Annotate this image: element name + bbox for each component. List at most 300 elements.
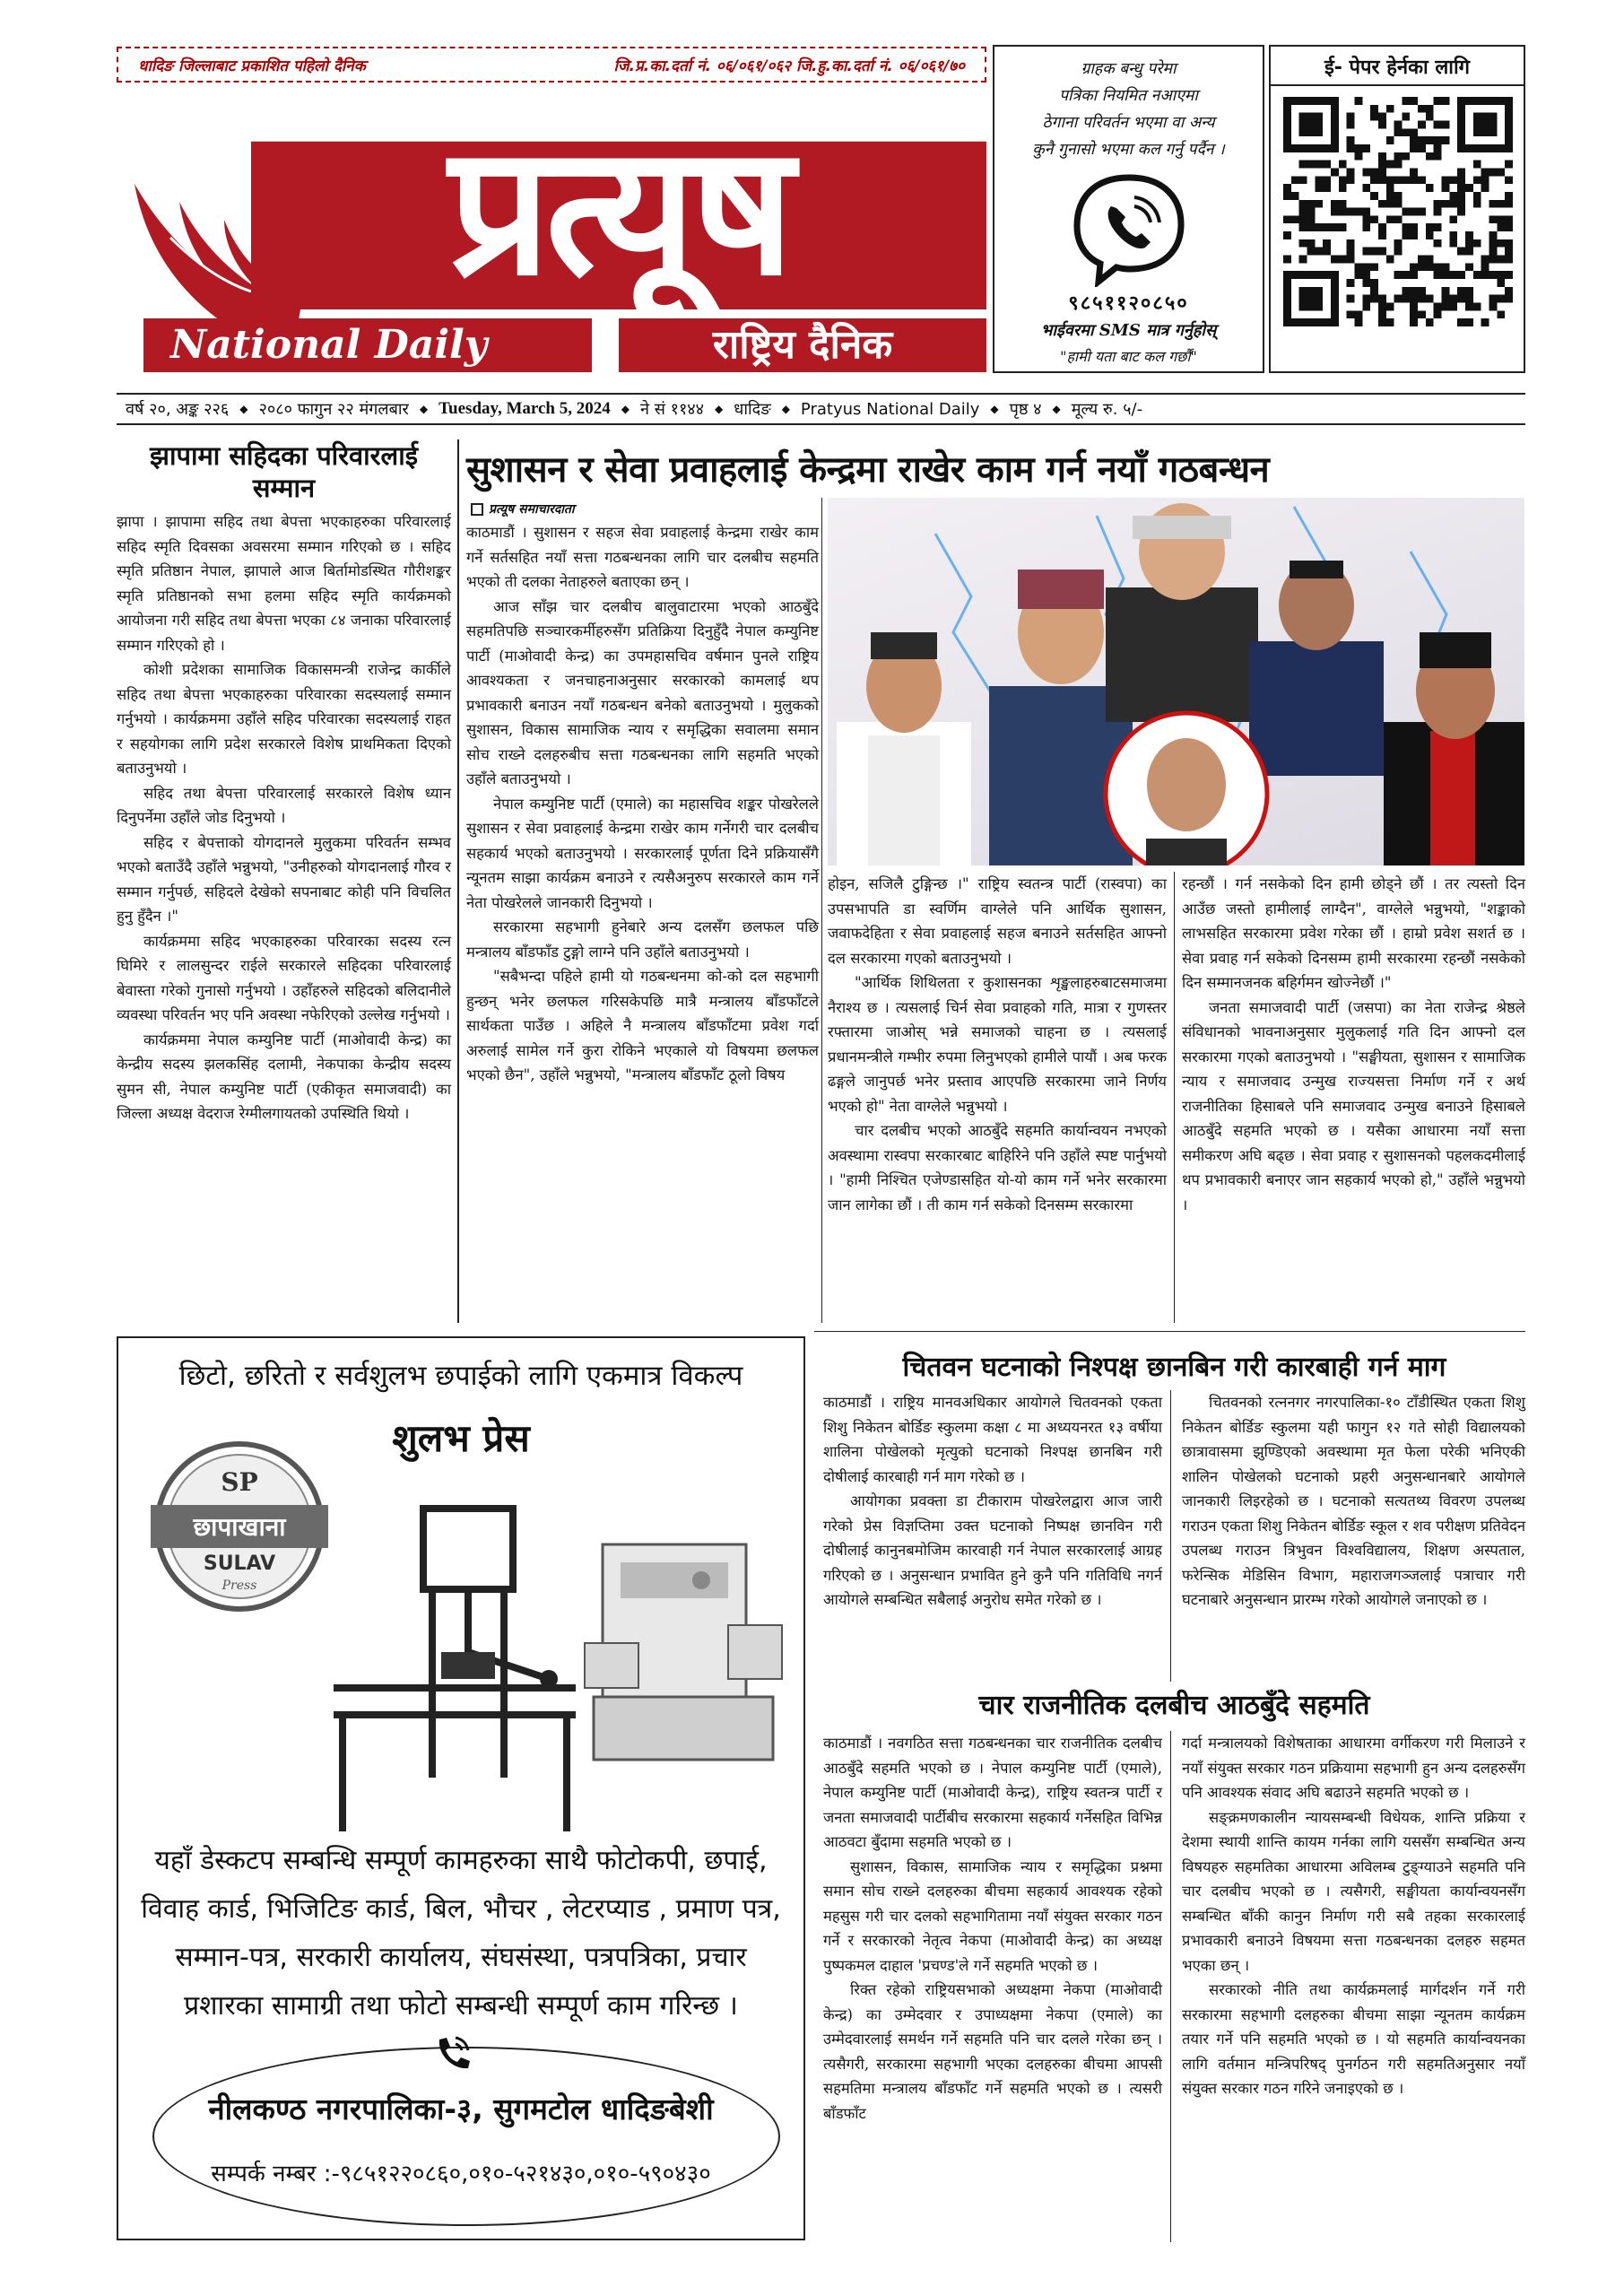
qr-module <box>1402 152 1410 161</box>
qr-module <box>1370 168 1378 176</box>
qr-module <box>1457 184 1465 192</box>
qr-module <box>1347 168 1355 176</box>
paragraph: गर्दा मन्त्रालयको विशेषताका आधारमा वर्गीकरण गरी मिलाउने र नयाँ संयुक्त सरकार गठन प्रक्रियामा सहभागी हुन अन्य दलहरुसँग पनि आवश्यक संवाद अघि बढाउने सहमति भएको छ । <box>1182 1735 1525 1801</box>
qr-module <box>1410 208 1418 216</box>
qr-module <box>1497 215 1505 223</box>
qr-module <box>1386 256 1394 264</box>
qr-module <box>1299 239 1307 248</box>
qr-module <box>1457 248 1465 256</box>
notice-sms-instruction: भाईवरमा SMS मात्र गर्नुहोस् <box>1040 321 1217 340</box>
qr-module <box>1410 310 1418 318</box>
qr-module <box>1434 239 1442 248</box>
qr-module <box>1370 176 1378 184</box>
qr-module <box>1457 271 1465 279</box>
qr-module <box>1489 303 1498 311</box>
subscriber-notice <box>993 45 1264 373</box>
qr-module <box>1307 215 1315 223</box>
left-story-body <box>117 509 451 1126</box>
qr-module <box>1386 303 1394 311</box>
qr-module <box>1307 239 1315 248</box>
notice-line: ग्राहक बन्धु परेमा <box>1081 60 1177 78</box>
paragraph: सुशासन, विकास, सामाजिक न्याय र समृद्धिका प्रश्नमा समान सोच राख्ने दलहरुका बीचमा सहकार्य आवश्यक रहेको महसुस गरी चार दलको सहभागितामा नयाँ संयुक्त सरकार गठन गर्ने र सरकारको नेतृत्व नेकपा (माओवादी केन्द्र) का अध्यक्ष पुष्पकमल दाहाल 'प्रचण्ड'ले गर्ने सहमति भएको छ । <box>823 1857 1162 1974</box>
qr-module <box>1299 200 1307 208</box>
qr-module <box>1347 256 1355 264</box>
paragraph: सहिद तथा बेपत्ता परिवारलाई सरकारले विशेष ध्यान दिनुपर्नेमा उहाँले जोड दिनुभयो । <box>117 784 451 826</box>
qr-module <box>1442 271 1450 279</box>
qr-module <box>1449 303 1457 311</box>
qr-module <box>1362 215 1370 223</box>
qr-module <box>1354 271 1362 279</box>
qr-module <box>1402 176 1410 184</box>
qr-module <box>1291 176 1299 184</box>
qr-module <box>1489 295 1498 303</box>
qr-module <box>1378 152 1386 161</box>
qr-module <box>1323 248 1331 256</box>
qr-module <box>1505 248 1513 256</box>
qr-module <box>1473 161 1481 169</box>
qr-module <box>1418 310 1426 318</box>
qr-module <box>1339 200 1347 208</box>
qr-module <box>1386 215 1394 223</box>
qr-module <box>1362 279 1370 287</box>
qr-module <box>1354 310 1362 318</box>
qr-module <box>1394 271 1403 279</box>
qr-module <box>1362 168 1370 176</box>
qr-module <box>1426 231 1434 239</box>
qr-module <box>1497 200 1505 208</box>
qr-module <box>1434 271 1442 279</box>
qr-module <box>1354 97 1362 105</box>
qr-module <box>1370 248 1378 256</box>
notice-line: ठेगाना परिवर्तन भएमा वा अन्य <box>1042 114 1215 132</box>
qr-module <box>1362 295 1370 303</box>
qr-module <box>1489 271 1498 279</box>
qr-module <box>1442 120 1450 128</box>
qr-module <box>1449 215 1457 223</box>
qr-module <box>1457 295 1465 303</box>
qr-module <box>1402 113 1410 121</box>
qr-module <box>1283 231 1291 239</box>
qr-module <box>1386 318 1394 326</box>
main-headline: सुशासन र सेवा प्रवाहलाई केन्द्रमा राखेर काम गर्न नयाँ गठबन्धन <box>466 448 1270 491</box>
qr-module <box>1449 231 1457 239</box>
qr-module <box>1394 176 1403 184</box>
qr-module <box>1434 208 1442 216</box>
qr-module <box>1418 144 1426 152</box>
ad-address-oval <box>152 2047 780 2226</box>
qr-module <box>1315 161 1323 169</box>
ad-description: यहाँ डेस्कटप सम्बन्धि सम्पूर्ण कामहरुका साथै फोटोकपी, छपाई, विवाह कार्ड, भिजिटिङ कार्ड, बिल, भौचर , लेटरप्याड , प्रमाण पत्र, सम्मान-पत्र, सरकारी कार्यालय, संघसंस्था, पत्रपत्रिका, प्रचार प्रशारका सामाग्री तथा फोटो सम्बन्धी सम्पूर्ण काम गरिन्छ । <box>141 1845 781 2022</box>
qr-module <box>1457 318 1465 326</box>
qr-module <box>1434 144 1442 152</box>
logo-nepali: राष्ट्रिय दैनिक <box>619 318 986 372</box>
qr-module <box>1410 287 1418 295</box>
qr-module <box>1394 248 1403 256</box>
qr-module <box>1347 144 1355 152</box>
qr-module <box>1347 248 1355 256</box>
qr-module <box>1497 279 1505 287</box>
qr-module <box>1378 248 1386 256</box>
qr-module <box>1323 176 1331 184</box>
qr-module <box>1505 200 1513 208</box>
qr-module <box>1465 303 1473 311</box>
qr-module <box>1481 271 1489 279</box>
story2-title: चितवन घटनाको निश्पक्ष छानबिन गरी कारबाही गर्न माग <box>902 1352 1446 1383</box>
press-advertisement <box>117 1336 805 2240</box>
qr-module <box>1434 136 1442 144</box>
notice-line: कुनै गुनासो भएमा कल गर्नु पर्दैन । <box>1032 141 1225 159</box>
qr-module <box>1339 256 1347 264</box>
qr-module <box>1449 271 1457 279</box>
qr-module <box>1362 248 1370 256</box>
qr-module <box>1402 271 1410 279</box>
column-rule <box>457 439 459 1323</box>
qr-module <box>1378 318 1386 326</box>
qr-module <box>1394 120 1403 128</box>
ad-business-name: शुलभ प्रेस <box>392 1416 530 1460</box>
qr-module <box>1299 176 1307 184</box>
qr-module <box>1473 113 1497 136</box>
qr-module <box>1434 223 1442 231</box>
qr-module <box>1418 120 1426 128</box>
qr-module <box>1402 231 1410 239</box>
qr-module <box>1505 295 1513 303</box>
notice-line: पत्रिका नियमित नआएमा <box>1059 87 1198 105</box>
qr-module <box>1378 310 1386 318</box>
qr-module <box>1386 105 1394 113</box>
qr-module <box>1370 287 1378 295</box>
section-rule <box>814 1331 1525 1332</box>
qr-module <box>1505 271 1513 279</box>
qr-module <box>1354 208 1362 216</box>
qr-module <box>1418 136 1426 144</box>
qr-module <box>1442 184 1450 192</box>
qr-module <box>1442 97 1450 105</box>
qr-module <box>1426 295 1434 303</box>
qr-module <box>1481 263 1489 271</box>
qr-module <box>1394 295 1403 303</box>
qr-module <box>1370 113 1378 121</box>
qr-module <box>1378 303 1386 311</box>
qr-module <box>1497 256 1505 264</box>
column-rule <box>1170 1390 1171 1682</box>
qr-module <box>1426 318 1434 326</box>
qr-module <box>1354 263 1362 271</box>
qr-module <box>1362 223 1370 231</box>
qr-module <box>1465 184 1473 192</box>
main-story-col3 <box>1182 872 1525 1217</box>
qr-module <box>1505 223 1513 231</box>
qr-module <box>1299 223 1307 231</box>
qr-module <box>1323 223 1331 231</box>
qr-module <box>1402 287 1410 295</box>
paragraph: काठमाडौं । नवगठित सत्ता गठबन्धनका चार राजनीतिक दलबीच आठबुँदे सहमति भएको छ । नेपाल कम्युनिष्ट पार्टी (एमाले), नेपाल कम्युनिष्ट पार्टी (माओवादी केन्द्र), राष्ट्रिय स्वतन्त्र पार्टी र जनता समाजवादी पार्टीबीच सरकारमा सहकार्य गर्नेसहित विभिन्न आठवटा बुँदामा सहमति भएको छ । <box>823 1735 1162 1850</box>
qr-module <box>1426 113 1434 121</box>
qr-module <box>1339 223 1347 231</box>
qr-module <box>1489 215 1498 223</box>
qr-module <box>1434 263 1442 271</box>
qr-module <box>1426 263 1434 271</box>
qr-module <box>1457 176 1465 184</box>
qr-module <box>1291 215 1299 223</box>
qr-module <box>1505 176 1513 184</box>
qr-module <box>1426 184 1434 192</box>
qr-module <box>1442 263 1450 271</box>
qr-module <box>1362 263 1370 271</box>
qr-module <box>1434 97 1442 105</box>
qr-module <box>1299 256 1307 264</box>
qr-module <box>1465 239 1473 248</box>
paragraph: होइन, सजिलै टुङ्गिन्छ ।" राष्ट्रिय स्वतन्त्र पार्टी (रास्वपा) का उपसभापति डा स्वर्णिम वाग्लेले पनि आर्थिक सुशासन, जवाफदेहिता र सेवा प्रवाहलाई सहज बनाउने सर्तसहित आफ्नो दल सरकारमा गएको बताउनुभयो । <box>828 875 1167 967</box>
story2-col2 <box>1182 1390 1525 1613</box>
qr-module <box>1362 271 1370 279</box>
qr-module <box>1378 231 1386 239</box>
qr-module <box>1465 318 1473 326</box>
qr-module <box>1489 231 1498 239</box>
left-story <box>117 439 451 1126</box>
column-rule <box>1174 872 1175 1323</box>
column-rule <box>1170 1731 1171 2242</box>
qr-module <box>1426 136 1434 144</box>
story2-col1 <box>823 1390 1162 1613</box>
masthead-top-strip <box>117 47 986 83</box>
qr-module <box>1497 223 1505 231</box>
qr-module <box>1465 263 1473 271</box>
qr-module <box>1386 136 1394 144</box>
qr-module <box>1457 200 1465 208</box>
qr-module <box>1481 184 1489 192</box>
qr-module <box>1370 295 1378 303</box>
qr-module <box>1394 128 1403 136</box>
paragraph: आयोगका प्रवक्ता डा टीकाराम पोखरेलद्वारा आज जारी गरेको प्रेस विज्ञप्तिमा उक्त घटनाको निष्पक्ष छानविन गरी दोषीलाई कानुनबमोजिम कारवाही गर्न नेपाल सरकारलाई आग्रह गरिएको छ । अनुसन्धान प्रभावित हुने कुनै पनि गतिविधि नगर्न आयोगले सम्बन्धित सबैलाई अनुरोध समेत गरेको छ । <box>823 1492 1162 1608</box>
qr-module <box>1315 176 1323 184</box>
qr-module <box>1307 161 1315 169</box>
qr-module <box>1331 223 1339 231</box>
qr-module <box>1394 161 1403 169</box>
qr-module <box>1410 128 1418 136</box>
sulav-press-badge <box>145 1437 334 1616</box>
hand-press-machine <box>316 1491 585 1840</box>
qr-module <box>1505 287 1513 295</box>
qr-module <box>1434 303 1442 311</box>
qr-module <box>1442 295 1450 303</box>
qr-module <box>1299 208 1307 216</box>
qr-module <box>1307 223 1315 231</box>
qr-module <box>1426 105 1434 113</box>
qr-module <box>1339 208 1347 216</box>
qr-module <box>1442 176 1450 184</box>
qr-module <box>1418 105 1426 113</box>
dateline-nepali-date: २०८० फागुन २२ मंगलबार <box>258 400 409 419</box>
qr-module <box>1442 200 1450 208</box>
qr-module <box>1449 295 1457 303</box>
byline <box>471 500 574 517</box>
qr-module <box>1410 168 1418 176</box>
qr-module <box>1323 239 1331 248</box>
epaper-label: ई- पेपर हेर्नका लागि <box>1271 50 1524 86</box>
badge-en: SULAV <box>203 1552 276 1575</box>
qr-code[interactable] <box>1283 97 1513 326</box>
badge-sub: Press <box>221 1578 257 1593</box>
qr-module <box>1315 184 1323 192</box>
qr-module <box>1339 176 1347 184</box>
paragraph: आज साँझ चार दलबीच बालुवाटारमा भएको आठबुँदे सहमतिपछि सञ्चारकर्मीहरुसँग प्रतिक्रिया दिनुहुँदै नेपाल कम्युनिष्ट पार्टी (माओवादी केन्द्र) का उपमहासचिव वर्षमान पुनले राष्ट्रिय आवश्यकता र जनचाहनाअनुसार सरकारको कामलाई थप प्रभावकारी बनाउन नयाँ गठबन्धन बनेको बताउनुभयो । मुलुकको सुशासन, विकास सामाजिक न्याय र समृद्धिका सवालमा समान सोच राख्ने दलहरुबीच सत्ता गठबन्धनका लागि सहमति भएको उहाँले बताउनुभयो । <box>466 597 819 787</box>
qr-module <box>1331 168 1339 176</box>
column-rule <box>821 498 822 1323</box>
qr-module <box>1402 223 1410 231</box>
qr-module <box>1331 208 1339 216</box>
qr-module <box>1457 168 1465 176</box>
qr-module <box>1465 295 1473 303</box>
masthead-logo <box>117 94 986 372</box>
paragraph: काठमाडौं । राष्ट्रिय मानवअधिकार आयोगले चितवनको एकता शिशु निकेतन बोर्डिङ स्कुलमा कक्षा ८ मा अध्ययनरत १३ वर्षीया शालिना पोखेलको मृत्युको घटनाको निश्पक्ष छानबिन गरी दोषीलाई कारबाही गर्न माग गरेको छ । <box>823 1394 1162 1485</box>
qr-module <box>1449 192 1457 200</box>
paragraph: सरकारको नीति तथा कार्यक्रमलाई मार्गदर्शन गर्ने गरी सरकारमा सहभागी दलहरुका बीचमा साझा न्यूनतम कार्यक्रम तयार गर्ने पनि सहमति भएको छ । यो सहमति कार्यान्वयनका लागि वर्तमान मन्त्रिपरिषद् पुनर्गठन गरी सहमतिअनुसार नयाँ संयुक्त सरकार गठन गरिने जनाइएको छ । <box>1182 1981 1525 2097</box>
qr-module <box>1426 223 1434 231</box>
qr-module <box>1283 215 1291 223</box>
qr-module <box>1418 208 1426 216</box>
paragraph: सहिद र बेपत्ताको योगदानले मुलुकमा परिवर्तन सम्भव भएको बताउँदै उहाँले भन्नुभयो, "उनीहरुको योगदानलाई गौरव र सम्मान गर्नुपर्छ, सहिदले देखेको सपनाबाट कोही पनि विचलित हुनु हुँदैन ।" <box>117 833 451 925</box>
qr-module <box>1410 295 1418 303</box>
qr-module <box>1347 136 1355 144</box>
qr-module <box>1331 256 1339 264</box>
logo-title: प्रत्यूष <box>448 105 789 316</box>
qr-module <box>1410 144 1418 152</box>
qr-module <box>1378 223 1386 231</box>
dateline-volume: वर्ष २०, अङ्क २२६ <box>126 400 230 419</box>
qr-module <box>1378 120 1386 128</box>
qr-module <box>1315 248 1323 256</box>
qr-module <box>1418 295 1426 303</box>
qr-module <box>1386 184 1394 192</box>
qr-module <box>1481 168 1489 176</box>
qr-module <box>1481 256 1489 264</box>
paragraph: चार दलबीच भएको आठबुँदे सहमति कार्यान्वयन नभएको अवस्थामा रास्वपा सरकारबाट बाहिरिने पनि उहाँले स्पष्ट पार्नुभयो । "हामी निश्चित एजेण्डासहित यो-यो काम गर्ने भनेर सरकारमा जान लागेका छौं । ती काम गर्न सकेको दिनसम्म सरकारमा <box>828 1122 1167 1213</box>
qr-module <box>1505 256 1513 264</box>
qr-module <box>1347 279 1355 287</box>
qr-module <box>1283 184 1291 192</box>
qr-module <box>1473 200 1481 208</box>
qr-module <box>1426 152 1434 161</box>
qr-module <box>1473 303 1481 311</box>
dateline-page: पृष्ठ ४ <box>1009 400 1042 419</box>
qr-module <box>1473 176 1481 184</box>
qr-module <box>1386 200 1394 208</box>
qr-module <box>1489 248 1498 256</box>
qr-module <box>1307 248 1315 256</box>
ad-contact-numbers: सम्पर्क नम्बर :-९८५१२२०८६०,०१०-५२१४३०,०१०-५९०४३० <box>211 2161 711 2187</box>
qr-module <box>1449 200 1457 208</box>
paragraph: कार्यक्रममा नेपाल कम्युनिष्ट पार्टी (माओवादी केन्द्र) का केन्द्रीय सदस्य झलकसिंह दलामी, नेकपाका केन्द्रीय सदस्य सुमन सी, नेपाल कम्युनिष्ट पार्टी (एकीकृत समाजवादी) का जिल्ला अध्यक्ष वेदराज रेग्मीलगायतको उपस्थिति थियो । <box>117 1031 451 1122</box>
qr-module <box>1394 152 1403 161</box>
qr-module <box>1378 168 1386 176</box>
viber-phone-icon <box>1066 170 1192 287</box>
badge-sp: SP <box>221 1467 258 1497</box>
qr-module <box>1386 176 1394 184</box>
paragraph: सङ्क्रमणकालीन न्यायसम्बन्धी विधेयक, शान्ति प्रक्रिया र देशमा स्थायी शान्ति कायम गर्नका लागि यससँग सम्बन्धित अन्य विषयहरु सहमतिका आधारमा अविलम्ब टुङ्ग्याउने सहमति पनि चार दलबीच भएको छ । त्यसैगरी, सङ्घीयता कार्यान्वयनसँग सम्बन्धित बाँकी कानुन निर्माण गरी सबै तहका सरकारलाई प्रभावकारी बनाउने विषयमा सत्ता गठबन्धनका दलहरु सहमत भएका छन् । <box>1182 1808 1525 1974</box>
qr-module <box>1347 113 1355 121</box>
qr-module <box>1418 176 1426 184</box>
qr-module <box>1347 310 1355 318</box>
qr-module <box>1410 303 1418 311</box>
qr-module <box>1505 215 1513 223</box>
paragraph: चितवनको रत्ननगर नगरपालिका-१० टाँडीस्थित एकता शिशु निकेतन बोर्डिङ स्कुलमा यही फागुन १२ गते सोही विद्यालयको छात्रावासमा झुण्डिएको अवस्थामा मृत फेला परेकी भनिएकी शालिन पोखेलको घटनाको प्रहरी अनुसन्धानबारे आयोगले जानकारी लिइरहेको छ । घटनाको सत्यतथ्य विवरण उपलब्ध गराउन एकता शिशु निकेतन बोर्डिङ स्कूल र शव परीक्षण प्रतिवेदन उपलब्ध गराउन त्रिभुवन विश्वविद्यालय, शिक्षण अस्पताल, फरेन्सिक मेडिसिन विभाग, महाराजगञ्जलाई पत्राचार गरी घटनाबारे अनुसन्धान प्रारम्भ गरेको आयोगले जनाएको छ । <box>1182 1394 1525 1608</box>
qr-module <box>1339 161 1347 169</box>
qr-module <box>1434 120 1442 128</box>
qr-module <box>1370 215 1378 223</box>
dateline-bar: वर्ष २०, अङ्क २२६ ◆ २०८० फागुन २२ मंगलबार ◆ Tuesday, March 5, 2024 ◆ ने सं ११४४ ◆ धादिङ ◆ Pratyus National Daily ◆ पृष्ठ ४ ◆ मूल्य रु. ५/- <box>117 393 1525 425</box>
qr-module <box>1347 120 1355 128</box>
main-story-col2 <box>828 872 1167 1217</box>
qr-module <box>1457 287 1465 295</box>
paragraph: कोशी प्रदेशका सामाजिक विकासमन्त्री राजेन्द्र कार्कीले सहिद तथा बेपत्ता भएकाहरुका परिवारका सदस्यलाई सम्मान गर्नुभयो । कार्यक्रममा उहाँले सहिद परिवारका सदस्यलाई राहत र सहयोगका लागि प्रदेश सरकारले विशेष प्राथमिकता दिएको बताउनुभयो । <box>117 661 451 777</box>
qr-module <box>1283 192 1291 200</box>
qr-module <box>1426 256 1434 264</box>
qr-module <box>1434 152 1442 161</box>
dateline-paper-name: Pratyus National Daily <box>800 399 980 419</box>
paragraph: काठमाडौं । सुशासन र सहज सेवा प्रवाहलाई केन्द्रमा राखेर काम गर्ने सर्तसहित नयाँ सत्ता गठबन्धनका लागि चार दलबीच सहमति भएको ती दलका नेताहरुले बताएका छन् । <box>466 524 819 590</box>
qr-module <box>1370 279 1378 287</box>
qr-module <box>1418 287 1426 295</box>
leaders-photo-collage <box>828 498 1524 865</box>
qr-module <box>1489 168 1498 176</box>
qr-module <box>1378 200 1386 208</box>
masthead-registration: जि.प्र.का.दर्ता नं. ०६/०६१/०६२ जि.हु.का.दर्ता नं. ०६/०६१/७० <box>613 57 965 75</box>
qr-module <box>1410 231 1418 239</box>
qr-module <box>1473 192 1481 200</box>
qr-module <box>1378 295 1386 303</box>
photo-illustration <box>828 498 1524 865</box>
qr-module <box>1299 215 1307 223</box>
qr-module <box>1497 295 1505 303</box>
qr-module <box>1442 287 1450 295</box>
qr-module <box>1489 256 1498 264</box>
qr-module <box>1505 161 1513 169</box>
qr-module <box>1315 223 1323 231</box>
qr-module <box>1497 310 1505 318</box>
qr-module <box>1442 303 1450 311</box>
qr-module <box>1434 310 1442 318</box>
qr-module <box>1465 287 1473 295</box>
qr-module <box>1378 176 1386 184</box>
qr-module <box>1481 176 1489 184</box>
qr-module <box>1473 271 1481 279</box>
qr-module <box>1418 256 1426 264</box>
qr-module <box>1410 176 1418 184</box>
qr-module <box>1481 318 1489 326</box>
qr-module <box>1473 239 1481 248</box>
qr-module <box>1299 287 1323 310</box>
qr-module <box>1457 208 1465 216</box>
qr-module <box>1394 192 1403 200</box>
qr-module <box>1378 161 1386 169</box>
qr-module <box>1497 168 1505 176</box>
qr-module <box>1465 248 1473 256</box>
qr-module <box>1331 200 1339 208</box>
qr-module <box>1347 208 1355 216</box>
phone-icon <box>432 2034 472 2074</box>
qr-module <box>1489 200 1498 208</box>
byline-text: प्रत्यूष समाचारदाता <box>489 502 575 517</box>
dateline-place: धादिङ <box>734 400 771 419</box>
qr-module <box>1378 113 1386 121</box>
qr-module <box>1307 200 1315 208</box>
qr-module <box>1402 295 1410 303</box>
qr-module <box>1299 161 1307 169</box>
dateline-english-date: Tuesday, March 5, 2024 <box>439 399 611 418</box>
story3-col1 <box>823 1731 1162 2126</box>
epaper-box <box>1269 45 1525 373</box>
